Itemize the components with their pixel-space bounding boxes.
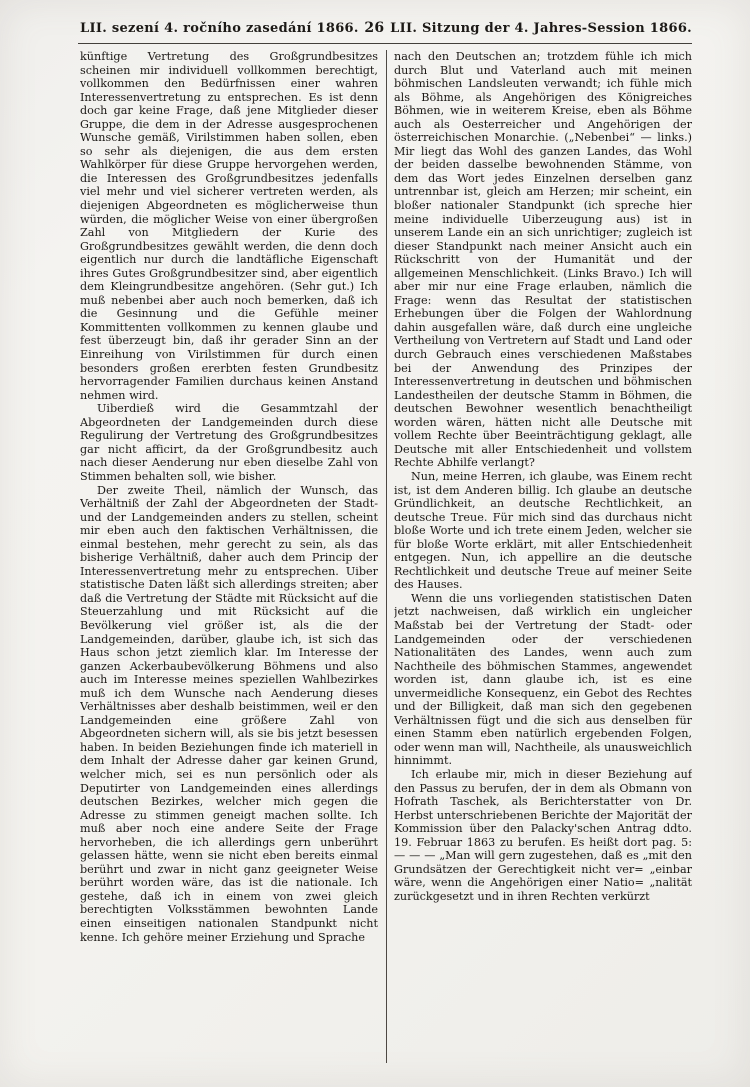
left-column-paragraph: Der zweite Theil, nämlich der Wunsch, das Verhältniß der Zahl der Abgeordneten der Stadt- und der Landgemeinden anders zu stellen, scheint mir eben auch den faktischen Verhältnissen, die einmal bestehen, mehr gerecht zu sein, als das bisherige Verhältniß, daher auch dem Princip der Interessenvertretung mehr zu entsprechen. Uiber statistische Daten läßt sich allerdings streiten; aber daß die Vertretung der Städte mit Rücksicht auf die Steuerzahlung und mit Rücksicht auf die Bevölkerung viel größer ist, als die der Landgemeinden, darüber, glaube ich, ist sich das Haus schon jetzt ziemlich klar. Im Interesse der ganzen Ackerbaubevölkerung Böhmens und also auch im Interesse meines speziellen Wahlbezirkes muß ich dem Wunsche nach Aenderung dieses Verhältnisses aber deshalb beistimmen, weil er den Landgemeinden eine größere Zahl von Abgeordneten sichern will, als sie bis jetzt besessen haben. In beiden Beziehungen finde ich materiell in dem Inhalt der Adresse daher gar keinen Grund, welcher mich, sei es nun persönlich oder als Deputirter von Landgemeinden eines allerdings deutschen Bezirkes, welcher mich gegen die Adresse zu stimmen geneigt machen sollte. Ich muß aber noch eine andere Seite der Frage hervorheben, die ich allerdings gern unberührt gelassen hätte, wenn sie nicht eben bereits einmal berührt und zwar in nicht ganz geeigneter Weise berührt worden wäre, das ist die nationale. Ich gestehe, daß ich in einem von zwei gleich berechtigten Volksstämmen bewohnten Lande einen einseitigen nationalen Standpunkt nicht kenne. Ich gehöre meiner Erziehung und Sprache [80,483,378,944]
right-column [394,50,692,1063]
left-column [80,50,378,1063]
right-column-paragraph: Nun, meine Herren, ich glaube, was Einem recht ist, ist dem Anderen billig. Ich glaube an deutsche Gründlichkeit, an deutsche Rechtlichkeit, an deutsche Treue. Für mich sind das durchaus nicht bloße Worte und ich trete einem Jeden, welcher sie für bloße Worte erklärt, mit aller Entschiedenheit entgegen. Nun, ich appellire an die deutsche Rechtlichkeit und deutsche Treue auf meiner Seite des Hauses. [394,469,692,592]
left-column-paragraph: Uiberdieß wird die Gesammtzahl der Abgeordneten der Landgemeinden durch diese Regulirung der Vertretung des Großgrundbesitzes gar nicht afficirt, da der Großgrundbesitz auch nach dieser Aenderung nur eben dieselbe Zahl von Stimmen behalten soll, wie bisher. [80,402,378,483]
page-number: 26 [364,20,385,36]
right-column-paragraph: nach den Deutschen an; trotzdem fühle ich mich durch Blut und Vaterland auch mit meinen böhmischen Landsleuten verwandt; ich fühle mich als Böhme, als Angehörigen des Königreiches Böhmen, wie in weiterem Kreise, eben als Böhme auch als Oesterreicher und Angehörigen der österreichischen Monarchie. („Nebenbei“ — links.) Mir liegt das Wohl des ganzen Landes, das Wohl der beiden dasselbe bewohnenden Stämme, von dem das Wort jedes Einzelnen derselben ganz untrennbar ist, gleich am Herzen; mir scheint, ein bloßer nationaler Standpunkt (ich spreche hier meine individuelle Uiberzeugung aus) ist in unserem Lande ein an sich unrichtiger; zugleich ist dieser Standpunkt nach meiner Ansicht auch ein Rückschritt von der Humanität und der allgemeinen Menschlichkeit. (Links Bravo.) Ich will aber mir nur eine Frage erlauben, nämlich die Frage: wenn das Resultat der statistischen Erhebungen über die Folgen der Wahlordnung dahin ausgefallen wäre, daß durch eine ungleiche Vertheilung von Vertretern auf Stadt und Land oder durch Gebrauch eines verschiedenen Maßstabes bei der Anwendung des Prinzipes der Interessenvertretung in deutschen und böhmischen Landestheilen der deutsche Stamm in Böhmen, die deutschen Bewohner wesentlich benachtheiligt worden wären, hätten nicht alle Deutsche mit vollem Rechte über Beeinträchtigung geklagt, alle Deutsche mit aller Entschiedenheit und vollstem Rechte Abhilfe verlangt? [394,50,692,470]
header-rule [78,43,692,44]
text-columns [80,50,692,1063]
header-title-czech: LII. sezení 4. ročního zasedání 1866. [80,21,359,36]
header-title-german: LII. Sitzung der 4. Jahres-Session 1866. [390,21,692,36]
left-column-paragraph: künftige Vertretung des Großgrundbesitzes scheinen mir individuell vollkommen berechtigt, vollkommen den Bedürfnissen einer wahren Interessenvertretung zu entsprechen. Es ist denn doch gar keine Frage, daß jene Mitglieder dieser Gruppe, die dem in der Adresse ausgesprochenen Wunsche gemäß, Virilstimmen haben sollen, eben so sehr als diejenigen, die aus dem ersten Wahlkörper für diese Gruppe hervorgehen werden, die Interessen des Großgrundbesitzes jedenfalls viel mehr und viel sicherer vertreten werden, als diejenigen Abgeordneten es möglicherweise thun würden, die möglicher Weise von einer übergroßen Zahl von Mitgliedern der Kurie des Großgrundbesitzes gewählt werden, die denn doch eigentlich nur durch die landtäfliche Eigenschaft ihres Gutes Großgrundbesitzer sind, aber eigentlich dem Kleingrundbesitze angehören. (Sehr gut.) Ich muß nebenbei aber auch noch bemerken, daß ich die Gesinnung und die Gefühle meiner Kommittenten vollkommen zu kennen glaube und fest überzeugt bin, daß ihr gerader Sinn an der Einreihung von Virilstimmen für durch einen besonders großen ererbten festen Grundbesitz hervorragender Familien durchaus keinen Anstand nehmen wird. [80,50,378,402]
right-column-paragraph: Ich erlaube mir, mich in dieser Beziehung auf den Passus zu berufen, der in dem als Obmann von Hofrath Taschek, als Berichterstatter von Dr. Herbst unterschriebenen Berichte der Majorität der Kommission über den Palacky'schen Antrag ddto. 19. Februar 1863 zu berufen. Es heißt dort pag. 5: — — — „Man will gern zugestehen, daß es „mit den Grundsätzen der Gerechtigkeit nicht ver= „einbar wäre, wenn die Angehörigen einer Natio= „nalität zurückgesetzt und in ihren Rechten verkürzt [394,767,692,903]
column-divider-rule [386,50,387,1063]
running-head [80,20,692,36]
right-column-paragraph: Wenn die uns vorliegenden statistischen Daten jetzt nachweisen, daß wirklich ein ungleicher Maßstab bei der Vertretung der Stadt- oder Landgemeinden oder der verschiedenen Nationalitäten des Landes, wenn auch zum Nachtheile des böhmischen Stammes, angewendet worden ist, dann glaube ich, ist es eine unvermeidliche Konsequenz, ein Gebot des Rechtes und der Billigkeit, daß man sich den gegebenen Verhältnissen fügt und die sich aus denselben für einen Stamm eben natürlich ergebenden Folgen, oder wenn man will, Nachtheile, als unausweichlich hinnimmt. [394,591,692,768]
